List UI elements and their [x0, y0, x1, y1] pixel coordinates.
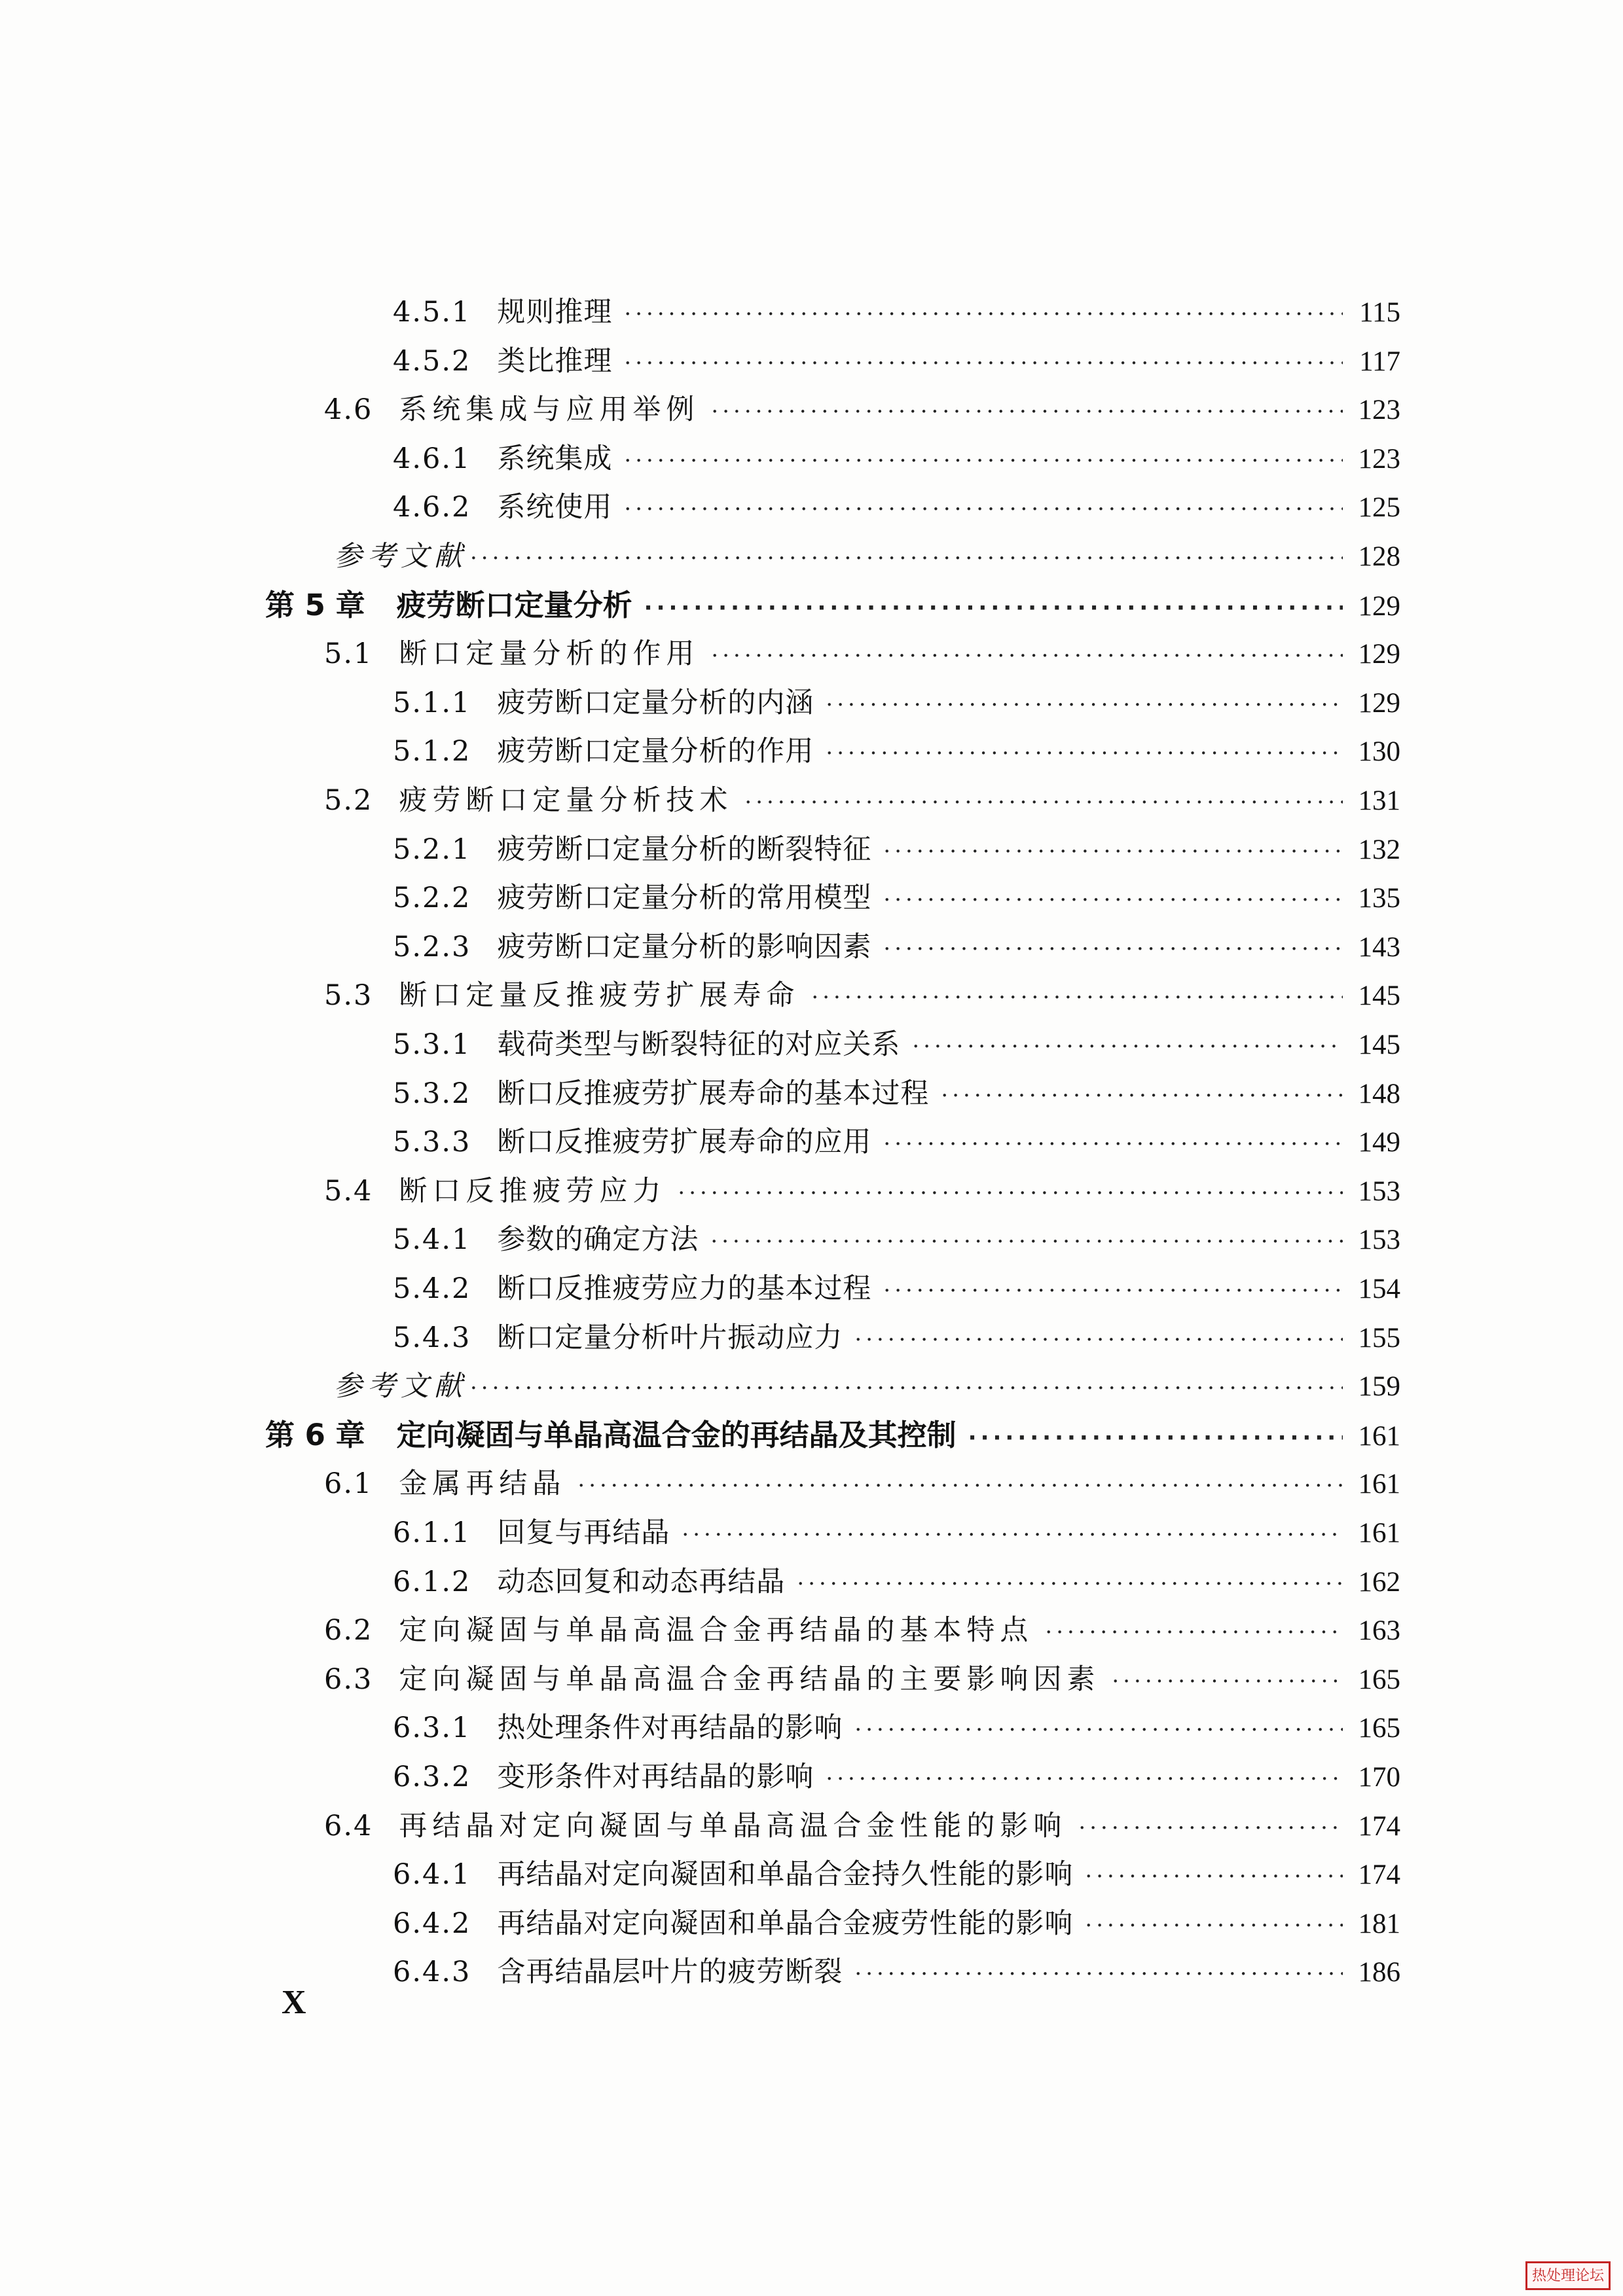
dot-leader [577, 1462, 1343, 1510]
dot-leader [678, 1169, 1343, 1217]
toc-entry[interactable] [393, 1215, 1400, 1264]
toc-entry-number: 6.4.3 [393, 1956, 471, 1989]
toc-entry-number: 4.5.1 [393, 296, 471, 329]
toc-entry[interactable] [393, 727, 1400, 776]
dot-leader [1085, 1852, 1343, 1901]
toc-entry-page: 159 [1358, 1371, 1400, 1403]
toc-entry-number: 5.4 [324, 1174, 373, 1208]
toc-entry-number: 第 5 章 [265, 587, 365, 622]
dot-leader [883, 925, 1343, 973]
dot-leader [826, 729, 1343, 778]
toc-entry-title: 再结晶对定向凝固和单晶合金持久性能的影响 [497, 1858, 1074, 1892]
toc-entry-page: 161 [1358, 1518, 1400, 1549]
toc-entry-title: 系统集成 [497, 442, 613, 475]
dot-leader [470, 534, 1343, 583]
toc-entry-page: 163 [1358, 1615, 1400, 1647]
toc-entry-title: 变形条件对再结晶的影响 [497, 1761, 814, 1793]
toc-entry-title: 回复与再结晶 [497, 1516, 670, 1549]
toc-entry[interactable] [393, 288, 1400, 336]
toc-entry-page: 181 [1358, 1908, 1400, 1939]
toc-entry[interactable] [324, 1167, 1400, 1215]
toc-entry-title: 断口定量分析的作用 [399, 637, 700, 671]
toc-entry-title: 规则推理 [497, 296, 613, 329]
toc-entry[interactable] [324, 386, 1400, 434]
toc-entry[interactable] [393, 1265, 1400, 1313]
toc-entry-number: 5.1.2 [393, 735, 471, 768]
toc-entry-title: 再结晶对定向凝固和单晶合金疲劳性能的影响 [497, 1907, 1074, 1940]
toc-entry-number: 4.6 [324, 393, 373, 427]
toc-entry-title: 参考文献 [334, 1370, 467, 1403]
dot-leader [811, 973, 1343, 1022]
toc-entry-page: 154 [1358, 1274, 1400, 1304]
toc-entry[interactable] [265, 1411, 1400, 1460]
toc-entry[interactable] [393, 1118, 1400, 1166]
toc-entry-number: 5.2.2 [393, 882, 471, 915]
toc-entry-page: 174 [1358, 1810, 1400, 1842]
toc-entry-title: 断口反推疲劳应力 [399, 1174, 666, 1208]
toc-entry-page: 165 [1358, 1713, 1400, 1744]
toc-entry-number: 5.3.1 [393, 1028, 471, 1061]
dot-leader [883, 876, 1343, 924]
toc-entry-title: 疲劳断口定量分析的断裂特征 [497, 833, 872, 866]
toc-entry-page: 161 [1358, 1469, 1400, 1500]
dot-leader [826, 1755, 1343, 1803]
toc-entry-title: 系统集成与应用举例 [399, 393, 700, 427]
toc-entry[interactable] [393, 1069, 1400, 1118]
toc-entry[interactable] [324, 971, 1400, 1020]
toc-entry[interactable] [393, 825, 1400, 874]
toc-entry[interactable] [265, 581, 1400, 630]
toc-entry-title: 动态回复和动态再结晶 [497, 1565, 786, 1598]
toc-entry[interactable] [393, 679, 1400, 727]
toc-entry-title: 疲劳断口定量分析 [396, 587, 632, 622]
dot-leader [711, 387, 1343, 436]
dot-leader [744, 778, 1343, 827]
toc-entry-title: 载荷类型与断裂特征的对应关系 [497, 1028, 901, 1061]
toc-entry-title: 断口定量分析叶片振动应力 [497, 1321, 843, 1354]
page-number-roman: X [282, 1984, 306, 2021]
dot-leader [682, 1511, 1343, 1559]
toc-entry-page: 153 [1358, 1175, 1400, 1207]
dot-leader [1045, 1608, 1343, 1657]
toc-entry-page: 131 [1358, 785, 1400, 816]
toc-entry-page: 161 [1358, 1420, 1400, 1452]
toc-entry-page: 143 [1358, 931, 1400, 963]
toc-entry[interactable] [393, 435, 1400, 483]
toc-entry-page: 123 [1358, 395, 1400, 426]
toc-entry-page: 135 [1358, 883, 1400, 914]
toc-entry-number: 6.1.2 [393, 1565, 471, 1598]
toc-entry-title: 热处理条件对再结晶的影响 [497, 1712, 843, 1745]
toc-entry-page: 153 [1358, 1225, 1400, 1256]
dot-leader [624, 339, 1343, 387]
toc-entry-title: 定向凝固与单晶高温合金再结晶的基本特点 [399, 1614, 1034, 1647]
dot-leader [711, 632, 1343, 680]
dot-leader [1078, 1804, 1343, 1852]
dot-leader [941, 1071, 1343, 1120]
toc-entry[interactable] [393, 1509, 1400, 1557]
toc-entry-title: 疲劳断口定量分析的内涵 [497, 686, 814, 719]
toc-entry-page: 170 [1358, 1762, 1400, 1793]
dot-leader [854, 1950, 1343, 1998]
toc-entry[interactable] [393, 1020, 1400, 1069]
toc-entry-number: 5.3 [324, 979, 373, 1013]
toc-entry[interactable] [334, 1362, 1400, 1410]
toc-entry-title: 疲劳断口定量分析技术 [399, 784, 733, 817]
toc-entry-title: 断口反推疲劳应力的基本过程 [497, 1272, 872, 1305]
toc-entry-page: 129 [1358, 590, 1400, 622]
toc-entry-page: 128 [1358, 541, 1400, 572]
toc-entry-page: 129 [1358, 687, 1400, 719]
toc-entry-title: 类比推理 [497, 344, 613, 378]
toc-entry[interactable] [324, 1460, 1400, 1508]
toc-entry-page: 132 [1358, 834, 1400, 865]
toc-entry[interactable] [393, 1850, 1400, 1899]
toc-entry-page: 115 [1359, 297, 1400, 328]
toc-entry-page: 129 [1358, 639, 1400, 670]
toc-entry-number: 6.1 [324, 1467, 373, 1501]
toc-entry-page: 125 [1358, 492, 1400, 524]
toc-entry-number: 6.4.1 [393, 1858, 471, 1892]
toc-entry-number: 4.6.1 [393, 442, 471, 475]
dot-leader [624, 485, 1343, 533]
toc-entry-title: 含再结晶层叶片的疲劳断裂 [497, 1956, 843, 1989]
toc-entry[interactable] [324, 1606, 1400, 1655]
toc-entry-page: 165 [1358, 1664, 1400, 1695]
toc-entry-title: 疲劳断口定量分析的作用 [497, 735, 814, 768]
toc-entry[interactable] [324, 630, 1400, 678]
toc-entry-page: 186 [1358, 1957, 1400, 1988]
toc-entry-title: 金属再结晶 [399, 1467, 566, 1501]
toc-entry-title: 定向凝固与单晶高温合金再结晶的主要影响因素 [399, 1662, 1101, 1696]
toc-entry[interactable] [393, 483, 1400, 531]
dot-leader [1085, 1901, 1343, 1950]
toc-entry-page: 117 [1359, 346, 1400, 377]
dot-leader [797, 1560, 1343, 1608]
toc-entry-number: 5.3.2 [393, 1077, 471, 1110]
dot-leader [710, 1217, 1343, 1266]
toc-entry-number: 5.2.3 [393, 930, 471, 963]
toc-entry-title: 再结晶对定向凝固与单晶高温合金性能的影响 [399, 1809, 1067, 1842]
toc-entry-number: 6.3.1 [393, 1712, 471, 1745]
dot-leader [1112, 1657, 1343, 1706]
dot-leader [644, 584, 1343, 632]
dot-leader [883, 1120, 1343, 1168]
toc-entry[interactable] [393, 1314, 1400, 1362]
toc-entry-number: 4.6.2 [393, 491, 471, 524]
toc-entry-title: 断口反推疲劳扩展寿命的应用 [497, 1126, 872, 1159]
dot-leader [826, 681, 1343, 729]
toc-entry-page: 145 [1358, 980, 1400, 1012]
toc-entry-title: 参考文献 [334, 540, 467, 573]
toc-entry-page: 130 [1358, 736, 1400, 768]
toc-entry-number: 5.2 [324, 784, 373, 817]
toc-entry-number: 5.4.2 [393, 1272, 471, 1305]
dot-leader [883, 827, 1343, 876]
toc-entry-title: 断口定量反推疲劳扩展寿命 [399, 979, 800, 1013]
toc-entry-number: 6.2 [324, 1614, 373, 1647]
toc-entry-title: 疲劳断口定量分析的常用模型 [497, 882, 872, 915]
toc-entry-number: 5.4.1 [393, 1223, 471, 1257]
toc-entry-number: 6.3 [324, 1662, 373, 1696]
toc-entry-number: 6.4.2 [393, 1907, 471, 1940]
dot-leader [968, 1414, 1343, 1462]
toc-entry[interactable] [334, 532, 1400, 581]
dot-leader [624, 290, 1343, 338]
toc-entry-page: 162 [1358, 1566, 1400, 1598]
toc-entry[interactable] [393, 1558, 1400, 1606]
toc-entry[interactable] [393, 337, 1400, 386]
toc-entry[interactable] [393, 874, 1400, 922]
toc-entry-page: 155 [1358, 1322, 1400, 1354]
toc-entry-number: 6.4 [324, 1809, 373, 1842]
toc-entry-page: 148 [1358, 1078, 1400, 1109]
toc-entry-number: 第 6 章 [265, 1417, 365, 1452]
toc-entry-page: 149 [1358, 1127, 1400, 1158]
toc-entry-title: 参数的确定方法 [497, 1223, 699, 1257]
toc-entry-title: 系统使用 [497, 491, 613, 524]
toc-entry-number: 5.1 [324, 637, 373, 671]
toc-entry[interactable] [393, 1948, 1400, 1996]
toc-entry-title: 断口反推疲劳扩展寿命的基本过程 [497, 1077, 930, 1110]
toc-entry-page: 145 [1358, 1030, 1400, 1060]
toc-entry-number: 5.3.3 [393, 1126, 471, 1159]
toc-entry-number: 4.5.2 [393, 344, 471, 378]
toc-entry-number: 6.1.1 [393, 1516, 471, 1549]
dot-leader [912, 1022, 1343, 1071]
toc-entry-title: 疲劳断口定量分析的影响因素 [497, 930, 872, 963]
dot-leader [854, 1706, 1343, 1754]
dot-leader [624, 437, 1343, 485]
dot-leader [854, 1316, 1343, 1364]
watermark-stamp: 热处理论坛 [1525, 2261, 1611, 2290]
toc-entry-number: 5.1.1 [393, 686, 471, 719]
toc-entry[interactable] [393, 923, 1400, 971]
toc-entry[interactable] [324, 1655, 1400, 1704]
dot-leader [470, 1364, 1343, 1412]
toc-entry-page: 123 [1358, 443, 1400, 475]
toc-entry-title: 定向凝固与单晶高温合金的再结晶及其控制 [396, 1417, 957, 1452]
toc-entry[interactable] [393, 1753, 1400, 1801]
toc-entry-page: 174 [1358, 1859, 1400, 1891]
toc-entry-number: 6.3.2 [393, 1761, 471, 1793]
toc-entry[interactable] [393, 1704, 1400, 1752]
toc-entry[interactable] [393, 1899, 1400, 1948]
toc-entry[interactable] [324, 776, 1400, 825]
dot-leader [883, 1266, 1343, 1315]
toc-entry[interactable] [324, 1802, 1400, 1850]
toc-entry-number: 5.2.1 [393, 833, 471, 866]
toc-entry-number: 5.4.3 [393, 1321, 471, 1354]
